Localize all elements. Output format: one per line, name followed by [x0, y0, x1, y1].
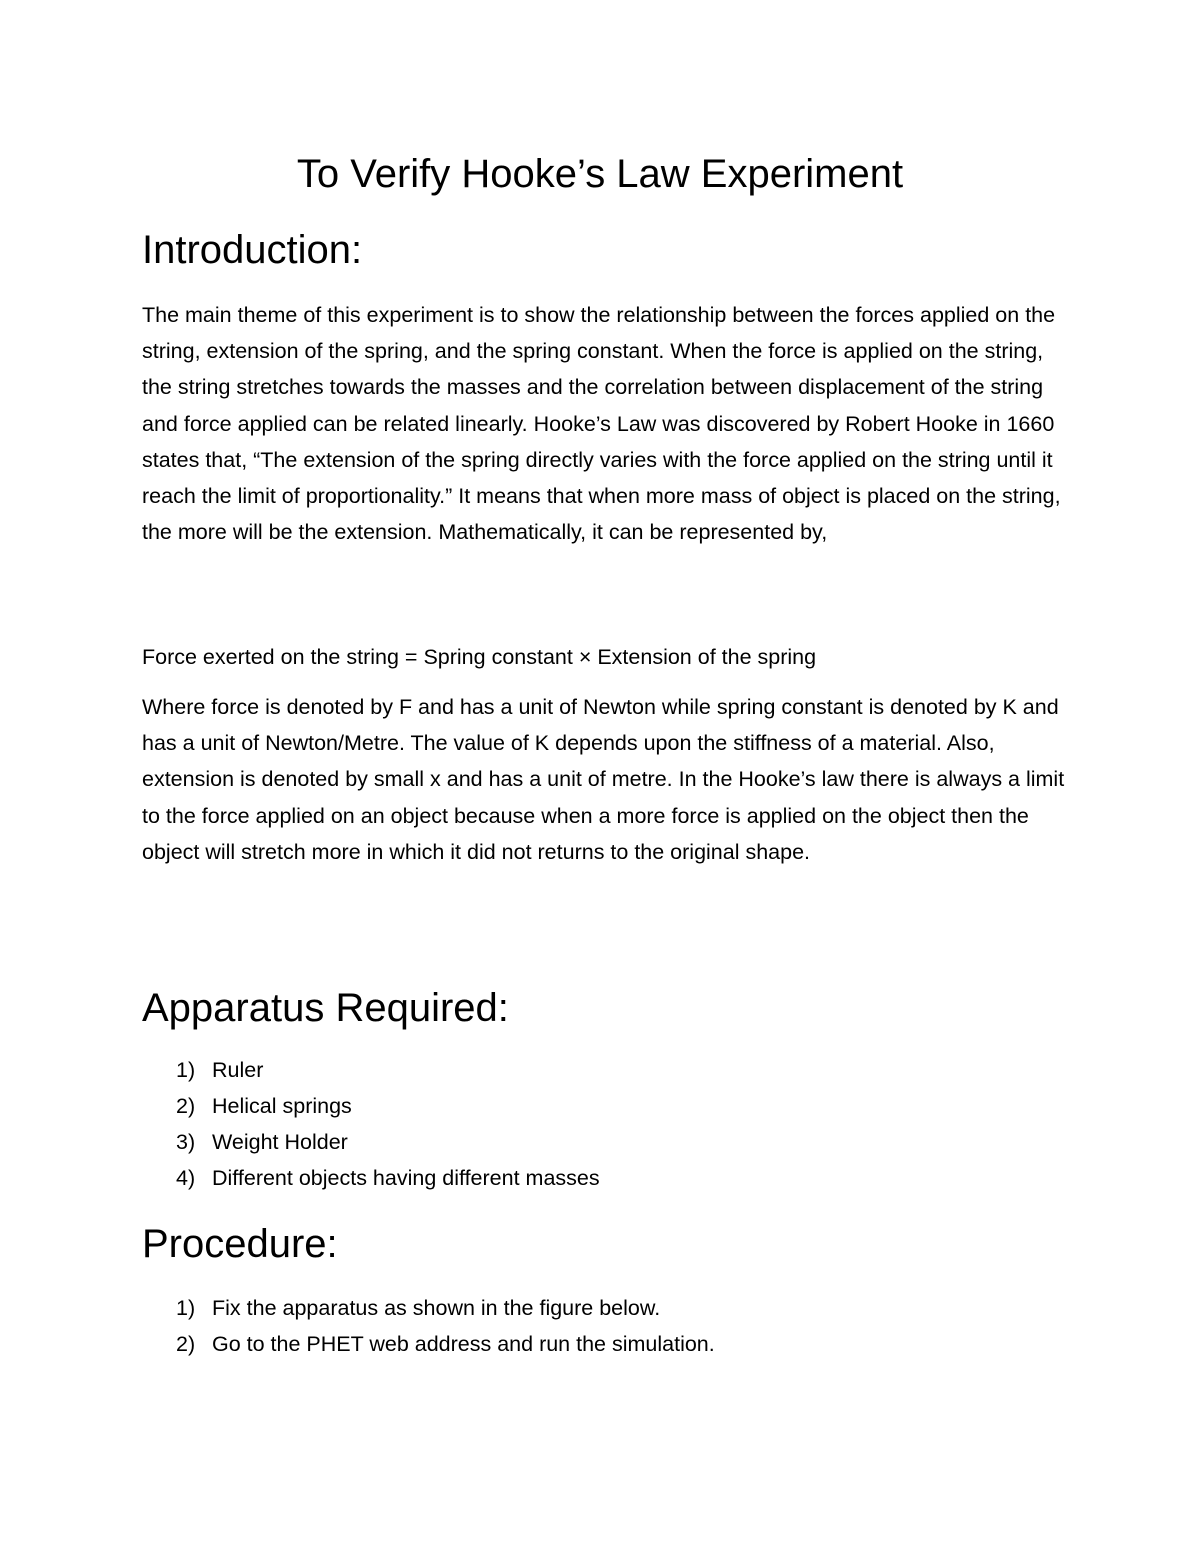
- apparatus-heading: Apparatus Required:: [142, 986, 509, 1030]
- list-item-number: 1): [176, 1058, 196, 1082]
- list-item-text: Weight Holder: [212, 1130, 348, 1154]
- list-item-number: 2): [176, 1332, 196, 1356]
- list-item-number: 2): [176, 1094, 196, 1118]
- list-item-text: Ruler: [212, 1058, 264, 1082]
- formula-line: Force exerted on the string = Spring constant × Extension of the spring: [142, 645, 817, 669]
- list-item-text: Fix the apparatus as shown in the figure below.: [212, 1296, 661, 1320]
- list-item: [176, 1160, 600, 1196]
- list-item: [176, 1290, 715, 1326]
- list-item-text: Go to the PHET web address and run the simulation.: [212, 1332, 715, 1356]
- introduction-heading: Introduction:: [142, 228, 363, 272]
- apparatus-list: [176, 1052, 600, 1196]
- list-item-number: 4): [176, 1166, 196, 1190]
- list-item-number: 1): [176, 1296, 196, 1320]
- explanation-paragraph: Where force is denoted by F and has a unit of Newton while spring constant is denoted by K and has a unit of Newton/Metre. The value of K depends upon the stiffness of a material. Also, extension is denoted by small x and has a unit of metre. In the Hooke’s law there is always a limit to the force applied on an object because when a more force is applied on the object then the object will stretch more in which it did not returns to the original shape.: [142, 695, 1065, 864]
- list-item-text: Different objects having different masses: [212, 1166, 600, 1190]
- list-item: [176, 1052, 600, 1088]
- list-item: [176, 1088, 600, 1124]
- procedure-list: [176, 1290, 715, 1362]
- list-item: [176, 1326, 715, 1362]
- introduction-paragraph: The main theme of this experiment is to show the relationship between the forces applied on the string, extension of the spring, and the spring constant. When the force is applied on the string, the string stretches towards the masses and the correlation between displacement of the string and force applied can be related linearly. Hooke’s Law was discovered by Robert Hooke in 1660 states that, “The extension of the spring directly varies with the force applied on the string until it reach the limit of proportionality.” It means that when more mass of object is placed on the string, the more will be the extension. Mathematically, it can be represented by,: [142, 303, 1061, 545]
- list-item: [176, 1124, 600, 1160]
- document-title: To Verify Hooke’s Law Experiment: [296, 152, 904, 196]
- list-item-text: Helical springs: [212, 1094, 352, 1118]
- list-item-number: 3): [176, 1130, 196, 1154]
- procedure-heading: Procedure:: [142, 1222, 338, 1266]
